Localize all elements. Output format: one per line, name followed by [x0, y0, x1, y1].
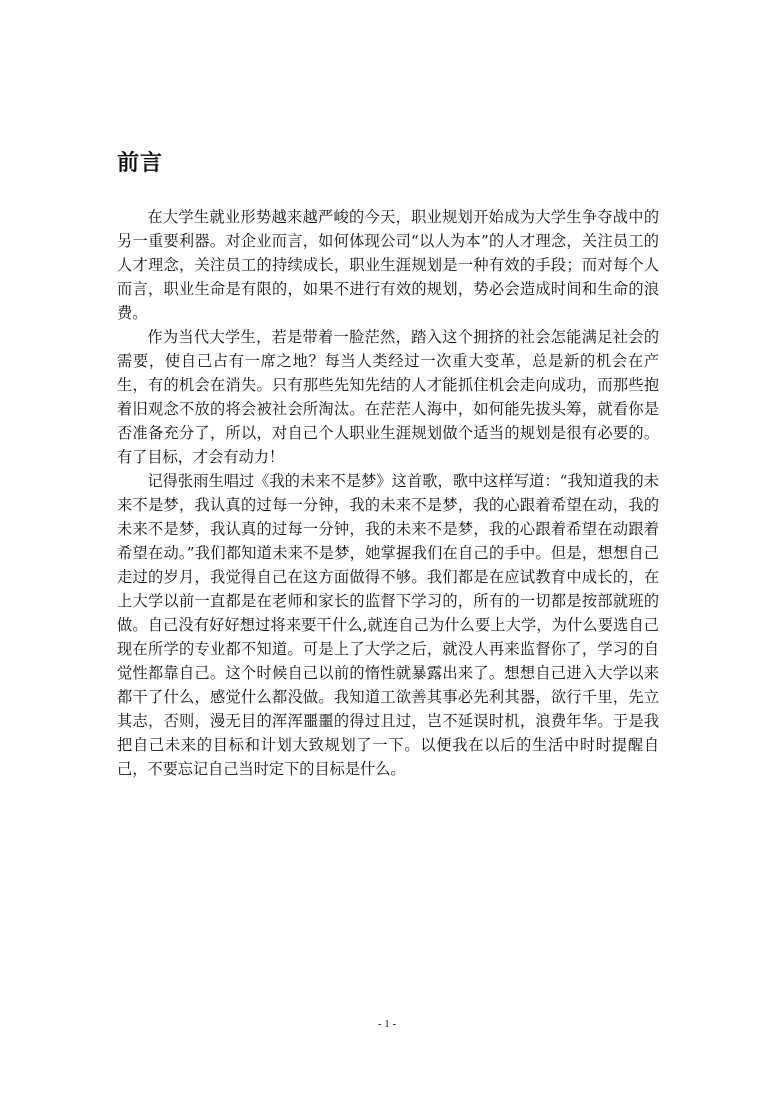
- paragraph-1: 在大学生就业形势越来越严峻的今天，职业规划开始成为大学生争夺战中的另一重要利器。对企业而言，如何体现公司“以人为本”的人才理念，关注员工的人才理念，关注员工的持续成长，职业生涯规划是一种有效的手段；而对每个人而言，职业生命是有限的，如果不进行有效的规划，势必会造成时间和生命的浪费。: [117, 208, 659, 322]
- paragraph-3: 记得张雨生唱过《我的未来不是梦》这首歌，歌中这样写道：“我知道我的未来不是梦，我认真的过每一分钟，我的未来不是梦，我的心跟着希望在动，我的未来不是梦，我认真的过每一分钟，我的未来不是梦，我的心跟着希望在动跟着希望在动。”我们都知道未来不是梦，她掌握我们在自己的手中。但是，想想自己走过的岁月，我觉得自己在这方面做得不够。我们都是在应试教育中成长的，在上大学以前一直都是在老师和家长的监督下学习的，所有的一切都是按部就班的做。自己没有好好想过将来要干什么,就连自己为什么要上大学，为什么要选自己现在所学的专业都不知道。可是上了大学之后，就没人再来监督你了，学习的自觉性都靠自己。这个时候自己以前的惰性就暴露出来了。想想自己进入大学以来都干了什么，感觉什么都没做。我知道工欲善其事必先利其器，欲行千里，先立其志，否则，漫无目的浑浑噩噩的得过且过，岂不延误时机，浪费年华。于是我把自己未来的目标和计划大致规划了一下。以便我在以后的生活中时时提醒自己，不要忘记自己当时定下的目标是什么。: [117, 472, 659, 778]
- document-body: [117, 205, 659, 781]
- page-title: 前言: [117, 151, 164, 176]
- paragraph-2: 作为当代大学生，若是带着一脸茫然，踏入这个拥挤的社会怎能满足社会的需要，使自己占有一席之地？每当人类经过一次重大变革，总是新的机会在产生，有的机会在消失。只有那些先知先结的人才能抓住机会走向成功，而那些抱着旧观念不放的将会被社会所淘汰。在茫茫人海中，如何能先拔头筹，就看你是否准备充分了，所以，对自己个人职业生涯规划做个适当的规划是很有必要的。有了目标，才会有动力！: [117, 328, 659, 466]
- page-number: - 1 -: [377, 1018, 397, 1030]
